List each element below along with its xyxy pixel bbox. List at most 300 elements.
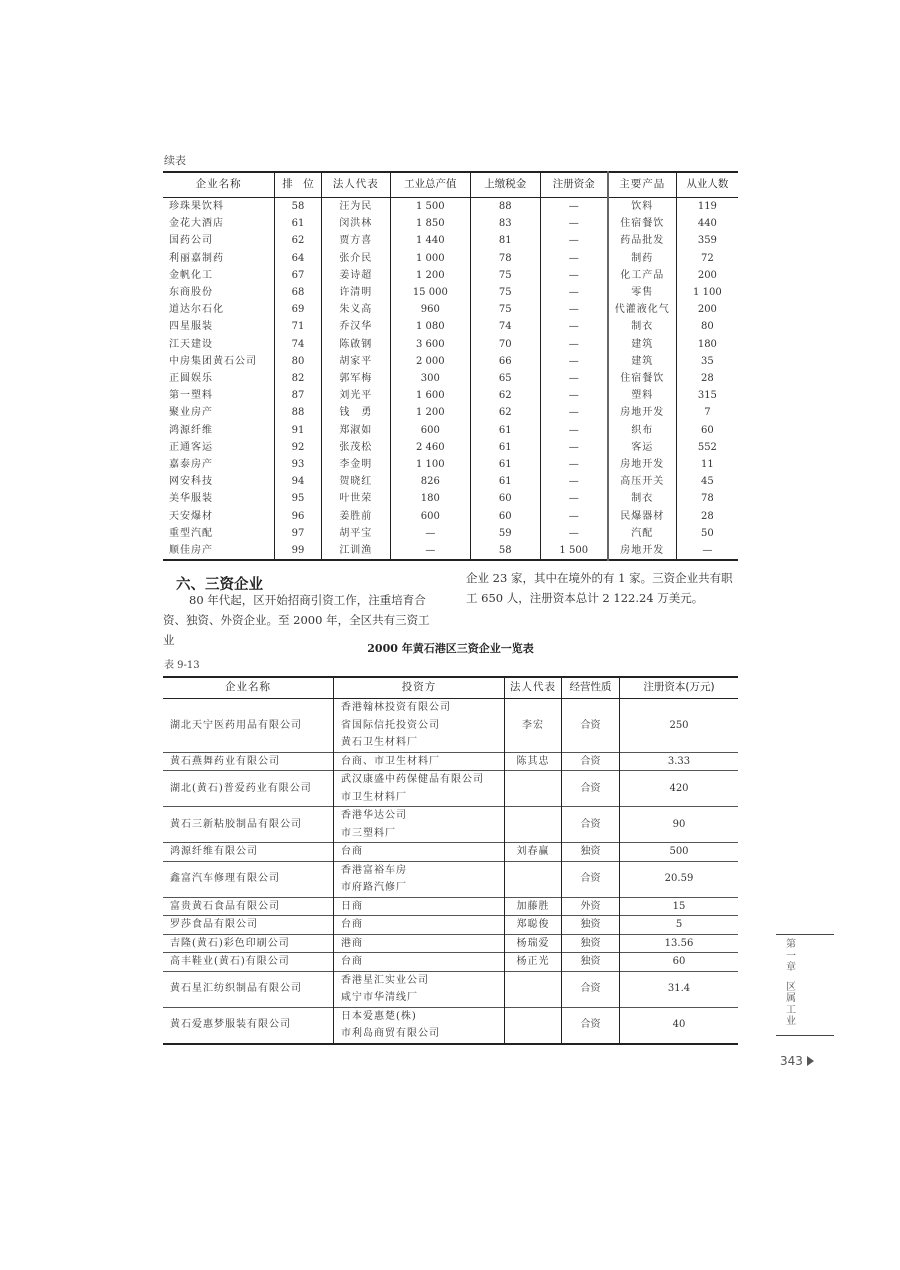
cell-rank: 64 (275, 250, 322, 267)
cell-business-type: 独资 (562, 916, 620, 935)
investor-line: 台商 (341, 846, 363, 857)
cell-name: 黄石燕舞药业有限公司 (163, 752, 334, 771)
cell-name: 天安爆材 (169, 510, 213, 522)
cell-registered-capital: 250 (620, 699, 739, 753)
table-row (163, 267, 738, 284)
cell-taxes: 81 (470, 232, 540, 249)
cell-taxes: 62 (470, 404, 540, 421)
cell-name: 鸿源纤维 (169, 424, 213, 436)
cell-registered-capital: — (540, 404, 608, 421)
table-row (163, 771, 738, 807)
investor-line: 市府路汽修厂 (341, 882, 407, 893)
cell-legal-rep: 陈其忠 (505, 752, 562, 771)
cell-taxes: 78 (470, 250, 540, 267)
table-row (163, 861, 738, 897)
cell-name: 金帆化工 (169, 269, 213, 281)
col-header-name: 企业名称 (163, 172, 275, 198)
chapter-char: 章 (786, 962, 796, 973)
investor-line: 香港富裕车房 (341, 864, 407, 876)
cell-taxes: 58 (470, 542, 540, 560)
investor-line: 港商 (341, 937, 363, 949)
cell-name: 正通客运 (169, 441, 213, 453)
cell-employees: 552 (676, 439, 738, 456)
cell-employees: 28 (676, 370, 738, 387)
cell-legal-rep: 姜胜前 (321, 508, 390, 525)
table-row (163, 370, 738, 387)
cell-taxes: 62 (470, 387, 540, 404)
table-row (163, 422, 738, 439)
investor-line: 咸宁市华清线厂 (341, 992, 418, 1003)
page-number (780, 1054, 814, 1068)
investor-line: 市卫生材料厂 (341, 791, 407, 803)
cell-output-value: — (390, 525, 470, 542)
table-row (163, 542, 738, 560)
cell-rank: 67 (275, 267, 322, 284)
cell-main-product: 药品批发 (608, 232, 676, 249)
cell-rank: 94 (275, 473, 322, 490)
col-header-output-value: 工业总产值 (390, 172, 470, 198)
cell-legal-rep: 郑聪俊 (505, 916, 562, 935)
section-paragraph-left: 80 年代起，区开始招商引资工作，注重培育合资、独资、外资企业。至 2000 年，全区共有三资工业 (163, 593, 430, 647)
cell-registered-capital: — (540, 370, 608, 387)
col-header-taxes: 上缴税金 (470, 172, 540, 198)
cell-output-value: — (390, 542, 470, 560)
cell-legal-rep: 乔汉华 (321, 318, 390, 335)
cell-investors (334, 953, 505, 972)
cell-taxes: 75 (470, 267, 540, 284)
cell-output-value: 1 200 (390, 404, 470, 421)
cell-employees: 11 (676, 456, 738, 473)
cell-taxes: 88 (470, 198, 540, 216)
cell-name: 中房集团黄石公司 (169, 355, 257, 367)
chapter-side-label (786, 939, 800, 1028)
cell-registered-capital: — (540, 387, 608, 404)
cell-legal-rep (505, 771, 562, 807)
cell-main-product: 住宿餐饮 (608, 370, 676, 387)
cell-rank: 74 (275, 336, 322, 353)
cell-legal-rep: 闵洪林 (321, 215, 390, 232)
cell-registered-capital: — (540, 490, 608, 507)
cell-taxes: 59 (470, 525, 540, 542)
investor-line: 香港翰林投资有限公司 (341, 702, 451, 713)
cell-main-product: 化工产品 (608, 267, 676, 284)
col-header-name: 企业名称 (163, 677, 334, 699)
table-row (163, 1007, 738, 1044)
cell-registered-capital: — (540, 284, 608, 301)
cell-registered-capital: 90 (620, 807, 739, 843)
cell-main-product: 塑料 (608, 387, 676, 404)
table-row (163, 934, 738, 953)
cell-output-value: 1 600 (390, 387, 470, 404)
cell-legal-rep: 杨瑞爱 (505, 934, 562, 953)
cell-output-value: 180 (390, 490, 470, 507)
cell-registered-capital: 1 500 (540, 542, 608, 560)
cell-investors (334, 897, 505, 916)
cell-legal-rep: 许清明 (321, 284, 390, 301)
table-row (163, 508, 738, 525)
table-row (163, 525, 738, 542)
investor-line: 武汉康盛中药保健品有限公司 (341, 774, 484, 785)
chapter-title-char: 区 (786, 981, 796, 993)
col-header-rank: 排 位 (275, 172, 322, 198)
table-number: 表 9-13 (164, 660, 200, 671)
cell-name: 美华服装 (169, 493, 213, 505)
cell-taxes: 60 (470, 490, 540, 507)
cell-legal-rep: 贺晓红 (321, 473, 390, 490)
cell-name: 重型汽配 (169, 527, 213, 539)
cell-taxes: 61 (470, 439, 540, 456)
cell-business-type: 合资 (562, 752, 620, 771)
cell-registered-capital: 3.33 (620, 752, 739, 771)
cell-registered-capital: — (540, 353, 608, 370)
cell-name: 黄石三新粘胶制品有限公司 (163, 807, 334, 843)
table-row (163, 752, 738, 771)
cell-taxes: 60 (470, 508, 540, 525)
cell-registered-capital: — (540, 422, 608, 439)
cell-registered-capital: — (540, 232, 608, 249)
cell-registered-capital: — (540, 439, 608, 456)
table-row (163, 971, 738, 1007)
cell-output-value: 600 (390, 422, 470, 439)
table-row (163, 916, 738, 935)
continued-label: 续表 (164, 154, 186, 167)
cell-taxes: 70 (470, 336, 540, 353)
cell-rank: 82 (275, 370, 322, 387)
cell-legal-rep: 刘春赢 (505, 843, 562, 862)
enterprise-ranking-table (163, 171, 738, 561)
cell-registered-capital: 13.56 (620, 934, 739, 953)
table-row (163, 953, 738, 972)
table-header-row (163, 677, 738, 699)
cell-investors (334, 1007, 505, 1044)
cell-investors (334, 771, 505, 807)
cell-taxes: 61 (470, 473, 540, 490)
cell-name: 四星服装 (169, 321, 213, 333)
cell-employees: 50 (676, 525, 738, 542)
cell-legal-rep (505, 971, 562, 1007)
table-row (163, 198, 738, 216)
investor-line: 台商 (341, 919, 363, 930)
spacer (786, 974, 800, 982)
cell-legal-rep: 汪为民 (321, 198, 390, 216)
cell-main-product: 房地开发 (608, 456, 676, 473)
cell-output-value: 3 600 (390, 336, 470, 353)
cell-employees: 45 (676, 473, 738, 490)
section-heading: 六、三资企业 (176, 576, 263, 593)
cell-legal-rep: 李宏 (505, 699, 562, 753)
table-title: 2000 年黄石港区三资企业一览表 (367, 642, 534, 655)
col-header-legal-rep: 法人代表 (505, 677, 562, 699)
cell-main-product: 织布 (608, 422, 676, 439)
cell-name: 罗莎食品有限公司 (163, 916, 334, 935)
cell-legal-rep: 朱义高 (321, 301, 390, 318)
cell-name: 湖北天宁医药用品有限公司 (170, 719, 302, 731)
chapter-title-char: 业 (786, 1016, 796, 1027)
cell-name: 黄石星汇纺织制品有限公司 (163, 971, 334, 1007)
cell-rank: 61 (275, 215, 322, 232)
table-row (163, 490, 738, 507)
cell-taxes: 66 (470, 353, 540, 370)
cell-legal-rep: 陈啟钢 (321, 336, 390, 353)
cell-legal-rep: 钱 勇 (321, 404, 390, 421)
cell-legal-rep: 刘光平 (321, 387, 390, 404)
cell-main-product: 建筑 (608, 353, 676, 370)
cell-registered-capital: 5 (620, 916, 739, 935)
cell-employees: 35 (676, 353, 738, 370)
cell-name: 东商股份 (169, 287, 213, 299)
cell-employees: 60 (676, 422, 738, 439)
cell-legal-rep: 郑淑如 (321, 422, 390, 439)
cell-business-type: 合资 (562, 699, 620, 753)
cell-taxes: 65 (470, 370, 540, 387)
cell-registered-capital: — (540, 525, 608, 542)
cell-registered-capital: — (540, 473, 608, 490)
cell-business-type: 合资 (562, 1007, 620, 1044)
cell-name: 高丰鞋业(黄石)有限公司 (163, 953, 334, 972)
cell-output-value: 960 (390, 301, 470, 318)
cell-employees: 200 (676, 267, 738, 284)
cell-main-product: 制衣 (608, 490, 676, 507)
cell-registered-capital: 31.4 (620, 971, 739, 1007)
cell-rank: 58 (275, 198, 322, 216)
cell-name: 正圆娱乐 (169, 373, 213, 385)
table-row (163, 404, 738, 421)
cell-output-value: 1 440 (390, 232, 470, 249)
cell-registered-capital: 15 (620, 897, 739, 916)
cell-employees: 1 100 (676, 284, 738, 301)
cell-employees: 80 (676, 318, 738, 335)
cell-legal-rep: 胡家平 (321, 353, 390, 370)
table-row (163, 807, 738, 843)
cell-name: 第一塑料 (169, 390, 213, 402)
col-header-employees: 从业人数 (676, 172, 738, 198)
cell-legal-rep: 江训渔 (321, 542, 390, 560)
cell-investors (334, 861, 505, 897)
cell-registered-capital: 40 (620, 1007, 739, 1044)
table-row (163, 215, 738, 232)
cell-output-value: 15 000 (390, 284, 470, 301)
cell-main-product: 客运 (608, 439, 676, 456)
cell-rank: 93 (275, 456, 322, 473)
cell-business-type: 外资 (562, 897, 620, 916)
cell-legal-rep: 姜诗超 (321, 267, 390, 284)
cell-business-type: 合资 (562, 861, 620, 897)
cell-main-product: 饮料 (608, 198, 676, 216)
cell-name: 鑫富汽车修理有限公司 (163, 861, 334, 897)
cell-legal-rep: 叶世荣 (321, 490, 390, 507)
table-row (163, 456, 738, 473)
cell-investors (334, 843, 505, 862)
cell-taxes: 61 (470, 456, 540, 473)
cell-rank: 91 (275, 422, 322, 439)
table-row (163, 473, 738, 490)
cell-registered-capital: 420 (620, 771, 739, 807)
cell-employees: 440 (676, 215, 738, 232)
col-header-main-product: 主要产品 (608, 172, 676, 198)
table-row (163, 301, 738, 318)
cell-employees: 359 (676, 232, 738, 249)
cell-rank: 97 (275, 525, 322, 542)
table-row (163, 843, 738, 862)
cell-rank: 88 (275, 404, 322, 421)
cell-registered-capital: 500 (620, 843, 739, 862)
cell-registered-capital: — (540, 215, 608, 232)
table-row (163, 318, 738, 335)
cell-registered-capital: 60 (620, 953, 739, 972)
cell-main-product: 高压开关 (608, 473, 676, 490)
cell-output-value: 2 460 (390, 439, 470, 456)
cell-legal-rep: 胡平宝 (321, 525, 390, 542)
cell-name: 吉隆(黄石)彩色印刷公司 (163, 934, 334, 953)
cell-business-type: 独资 (562, 843, 620, 862)
cell-output-value: 1 100 (390, 456, 470, 473)
cell-output-value: 826 (390, 473, 470, 490)
cell-output-value: 2 000 (390, 353, 470, 370)
col-header-registered-capital: 注册资金 (540, 172, 608, 198)
cell-rank: 80 (275, 353, 322, 370)
col-header-registered-capital: 注册资本(万元) (620, 677, 739, 699)
cell-name: 利丽嘉制药 (169, 252, 224, 264)
section-paragraph-right: 企业 23 家，其中在境外的有 1 家。三资企业共有职工 650 人，注册资本总计 2 122.24 万美元。 (466, 571, 733, 605)
cell-legal-rep (505, 861, 562, 897)
table-row (163, 897, 738, 916)
col-header-legal-rep: 法人代表 (321, 172, 390, 198)
cell-output-value: 300 (390, 370, 470, 387)
cell-rank: 69 (275, 301, 322, 318)
cell-business-type: 独资 (562, 934, 620, 953)
cell-investors (334, 971, 505, 1007)
cell-employees: 119 (676, 198, 738, 216)
cell-registered-capital: — (540, 301, 608, 318)
cell-business-type: 独资 (562, 953, 620, 972)
cell-output-value: 1 200 (390, 267, 470, 284)
cell-main-product: 建筑 (608, 336, 676, 353)
cell-employees: 200 (676, 301, 738, 318)
cell-registered-capital: — (540, 456, 608, 473)
cell-name: 鸿源纤维有限公司 (163, 843, 334, 862)
cell-employees: — (676, 542, 738, 560)
cell-employees: 315 (676, 387, 738, 404)
cell-output-value: 1 000 (390, 250, 470, 267)
col-header-investor: 投资方 (334, 677, 505, 699)
investor-line: 香港华达公司 (341, 810, 407, 821)
cell-legal-rep: 杨正光 (505, 953, 562, 972)
cell-rank: 99 (275, 542, 322, 560)
cell-name: 江天建设 (169, 338, 213, 350)
cell-legal-rep: 加藤胜 (505, 897, 562, 916)
investor-line: 黄石卫生材料厂 (341, 737, 418, 748)
cell-name: 聚业房产 (169, 407, 213, 419)
cell-taxes: 75 (470, 284, 540, 301)
cell-business-type: 合资 (562, 771, 620, 807)
cell-main-product: 民爆器材 (608, 508, 676, 525)
cell-name: 顺佳房产 (169, 545, 213, 557)
table-row (163, 250, 738, 267)
cell-name: 湖北(黄石)普爱药业有限公司 (163, 771, 334, 807)
cell-output-value: 600 (390, 508, 470, 525)
cell-name: 国药公司 (169, 235, 213, 247)
foreign-invested-enterprises-table (163, 676, 738, 1045)
cell-rank: 87 (275, 387, 322, 404)
cell-registered-capital: — (540, 318, 608, 335)
right-triangle-icon (807, 1056, 814, 1066)
investor-line: 市三塑料厂 (341, 827, 396, 839)
cell-employees: 7 (676, 404, 738, 421)
table-header-row (163, 172, 738, 198)
cell-business-type: 合资 (562, 807, 620, 843)
cell-registered-capital: — (540, 336, 608, 353)
table-row (163, 439, 738, 456)
cell-legal-rep: 李金明 (321, 456, 390, 473)
cell-rank: 62 (275, 232, 322, 249)
table-row (163, 387, 738, 404)
cell-main-product: 零售 (608, 284, 676, 301)
cell-investors (334, 699, 505, 753)
cell-registered-capital: — (540, 198, 608, 216)
cell-main-product: 住宿餐饮 (608, 215, 676, 232)
table-row (163, 336, 738, 353)
chapter-title-char: 属 (786, 993, 796, 1004)
cell-rank: 96 (275, 508, 322, 525)
cell-legal-rep: 张介民 (321, 250, 390, 267)
col-header-business-type: 经营性质 (562, 677, 620, 699)
cell-main-product: 代灌液化气 (608, 301, 676, 318)
cell-output-value: 1 850 (390, 215, 470, 232)
cell-registered-capital: — (540, 508, 608, 525)
cell-rank: 68 (275, 284, 322, 301)
table-row (163, 353, 738, 370)
cell-employees: 28 (676, 508, 738, 525)
cell-main-product: 房地开发 (608, 404, 676, 421)
cell-taxes: 75 (470, 301, 540, 318)
cell-name: 嘉泰房产 (169, 459, 213, 471)
cell-output-value: 1 500 (390, 198, 470, 216)
cell-name: 富贵黄石食品有限公司 (163, 897, 334, 916)
cell-taxes: 83 (470, 215, 540, 232)
chapter-side-tab (776, 934, 834, 1036)
chapter-char: 第 (786, 939, 796, 950)
cell-rank: 92 (275, 439, 322, 456)
investor-line: 台商、市卫生材料厂 (341, 755, 440, 767)
cell-investors (334, 916, 505, 935)
cell-legal-rep: 张茂松 (321, 439, 390, 456)
investor-line: 香港星汇实业公司 (341, 974, 429, 986)
cell-taxes: 61 (470, 422, 540, 439)
table-row (163, 284, 738, 301)
chapter-title-char: 工 (786, 1004, 796, 1016)
cell-name: 金花大酒店 (169, 218, 224, 230)
cell-taxes: 74 (470, 318, 540, 335)
cell-legal-rep (505, 807, 562, 843)
cell-employees: 72 (676, 250, 738, 267)
investor-line: 台商 (341, 956, 363, 967)
cell-name: 网安科技 (169, 476, 213, 488)
investor-line: 日本爱惠楚(株) (341, 1010, 417, 1022)
cell-name: 黄石爱惠梦服装有限公司 (163, 1007, 334, 1044)
cell-employees: 78 (676, 490, 738, 507)
cell-registered-capital: 20.59 (620, 861, 739, 897)
chapter-char: 一 (786, 950, 796, 962)
table-row (163, 699, 738, 753)
cell-investors (334, 934, 505, 953)
cell-registered-capital: — (540, 250, 608, 267)
cell-registered-capital: — (540, 267, 608, 284)
cell-employees: 180 (676, 336, 738, 353)
investor-line: 日商 (341, 900, 363, 912)
cell-main-product: 制衣 (608, 318, 676, 335)
cell-output-value: 1 080 (390, 318, 470, 335)
cell-legal-rep: 贾方喜 (321, 232, 390, 249)
